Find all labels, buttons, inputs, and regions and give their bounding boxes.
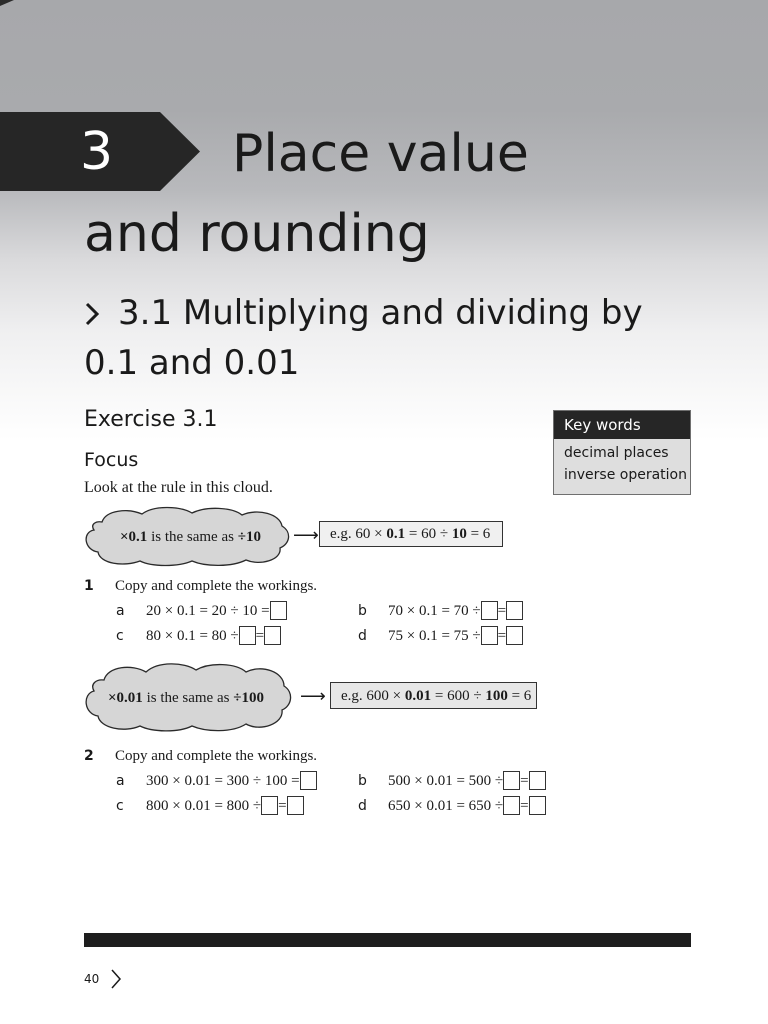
footer-bar: [84, 933, 691, 947]
chevron-right-icon: [82, 300, 102, 328]
answer-box[interactable]: [506, 601, 523, 620]
exercise-title: Exercise 3.1: [84, 407, 218, 432]
part-expression: 20 × 0.1 = 20 ÷ 10 =: [146, 601, 287, 621]
intro-text: Look at the rule in this cloud.: [84, 479, 273, 496]
rule-cloud-1-text: ×0.1 is the same as ÷10: [120, 529, 261, 545]
answer-box[interactable]: [481, 626, 498, 645]
answer-box[interactable]: [503, 796, 520, 815]
example-box-1: e.g. 60 × 0.1 = 60 ÷ 10 = 6: [319, 521, 503, 547]
part-letter: a: [116, 773, 125, 789]
part-letter: c: [116, 798, 124, 814]
example-box-2: e.g. 600 × 0.01 = 600 ÷ 100 = 6: [330, 682, 537, 709]
answer-box[interactable]: [506, 626, 523, 645]
part-expression: 650 × 0.01 = 650 ÷ =: [388, 796, 546, 816]
part-letter: d: [358, 798, 367, 814]
key-word-item: decimal places: [564, 445, 669, 461]
chapter-number: 3: [80, 122, 114, 182]
question-text: Copy and complete the workings.: [115, 748, 318, 764]
part-expression: 75 × 0.1 = 75 ÷ =: [388, 626, 523, 646]
answer-box[interactable]: [270, 601, 287, 620]
answer-box[interactable]: [261, 796, 278, 815]
answer-box[interactable]: [529, 796, 546, 815]
right-arrow-icon: ⟶: [293, 525, 319, 545]
answer-box[interactable]: [239, 626, 256, 645]
part-letter: b: [358, 773, 367, 789]
answer-box[interactable]: [503, 771, 520, 790]
part-expression: 800 × 0.01 = 800 ÷ =: [146, 796, 304, 816]
rule-cloud-2-text: ×0.01 is the same as ÷100: [108, 690, 264, 706]
part-expression: 300 × 0.01 = 300 ÷ 100 =: [146, 771, 317, 791]
corner-mark: [0, 0, 14, 6]
part-expression: 500 × 0.01 = 500 ÷ =: [388, 771, 546, 791]
part-letter: a: [116, 603, 125, 619]
answer-box[interactable]: [264, 626, 281, 645]
section-title-line1: 3.1 Multiplying and dividing by: [118, 293, 643, 333]
section-title-line2: 0.1 and 0.01: [84, 343, 300, 383]
answer-box[interactable]: [529, 771, 546, 790]
part-expression: 70 × 0.1 = 70 ÷ =: [388, 601, 523, 621]
answer-box[interactable]: [300, 771, 317, 790]
part-letter: d: [358, 628, 367, 644]
key-words-heading: Key words: [554, 411, 690, 439]
chapter-title-line1: Place value: [232, 124, 529, 184]
question-text: Copy and complete the workings.: [115, 578, 318, 594]
key-word-item: inverse operation: [564, 467, 687, 483]
right-arrow-icon: ⟶: [300, 686, 326, 706]
question-number: 1: [84, 578, 94, 594]
question-number: 2: [84, 748, 94, 764]
key-words-box: [553, 410, 691, 495]
page-number: 40: [84, 972, 100, 986]
answer-box[interactable]: [481, 601, 498, 620]
part-expression: 80 × 0.1 = 80 ÷ =: [146, 626, 281, 646]
answer-box[interactable]: [287, 796, 304, 815]
focus-heading: Focus: [84, 449, 139, 471]
chevron-right-icon: [110, 968, 122, 990]
part-letter: b: [358, 603, 367, 619]
part-letter: c: [116, 628, 124, 644]
chapter-title-line2: and rounding: [84, 204, 430, 264]
